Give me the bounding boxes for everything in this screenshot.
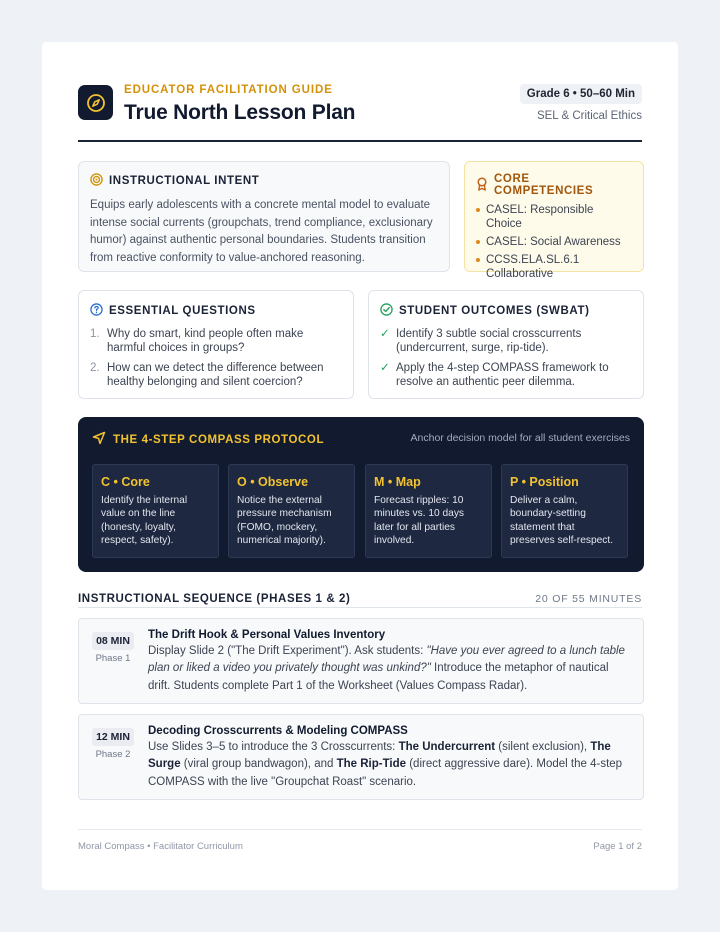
phase-text: Display Slide 2 ("The Drift Experiment"). Ask students: [148,645,427,657]
compass-step-observe [228,464,355,558]
phase-duration [90,631,136,664]
grade-duration-badge: Grade 6 • 50–60 Min [520,84,642,104]
compass-subheading: Anchor decision model for all student exercises [410,432,630,444]
question-number: 2. [90,362,100,374]
compass-logo-icon [78,85,113,120]
intent-heading-label: INSTRUCTIONAL INTENT [109,175,260,187]
phase-description [148,739,633,791]
sequence-title: INSTRUCTIONAL SEQUENCE (PHASES 1 & 2) [78,593,351,605]
outcomes-heading-label: STUDENT OUTCOMES (SWBAT) [399,305,590,317]
phase-text: (silent exclusion), [495,741,591,753]
instructional-intent-card [78,161,450,272]
phase-label: Phase 1 [95,653,131,664]
checkmark-icon: ✓ [380,328,390,340]
phase-quote: "Have you ever agreed to a lunch table plan or liked a video you privately thought was unkind?" [148,645,625,675]
list-item: CASEL: Responsible Choice [476,203,632,231]
list-item [90,327,342,355]
phase-text: (direct aggressive dare). Model the 4-step COMPASS with the live "Groupchat Roast" scenario. [148,758,623,788]
question-text: How can we detect the difference between healthy belonging and silent coercion? [107,362,324,388]
questions-heading-label: ESSENTIAL QUESTIONS [109,305,256,317]
list-item: CCSS.ELA.SL.6.1 Collaborative [476,253,632,281]
header-divider [78,140,642,142]
award-icon [476,177,488,194]
outcomes-list [380,327,632,389]
core-competencies-card [464,161,644,280]
phase-title: The Drift Hook & Personal Values Inventory [148,629,386,641]
questions-heading [90,303,342,319]
list-item [380,361,632,389]
phase-text: Use Slides 3–5 to introduce the 3 Crosscurrents: [148,741,399,753]
competencies-heading-label: CORE COMPETENCIES [494,173,594,197]
checkmark-icon: ✓ [380,362,390,374]
compass-step-position [501,464,628,558]
step-description: Notice the external pressure mechanism (FOMO, mockery, numerical majority). [237,495,332,547]
outcomes-heading [380,303,632,319]
phase-body [148,629,633,695]
phase-duration [90,727,136,760]
phase-description [148,643,633,695]
outcome-text: Apply the 4-step COMPASS framework to resolve an authentic peer dilemma. [396,362,609,388]
competencies-heading [476,173,632,197]
step-description: Identify the internal value on the line (honesty, loyalty, respect, safety). [101,495,188,547]
document-page [42,42,678,890]
phase-text: Introduce the metaphor of nautical drift. Students complete Part 1 of the Worksheet (Values Compass Radar). [148,662,609,692]
intent-heading [90,173,438,189]
sequence-time: 20 OF 55 MINUTES [535,593,642,605]
compass-step-map [365,464,492,558]
duration-badge: 08 MIN [92,632,134,650]
phase-term: The Surge [148,741,611,771]
sequence-header [78,590,642,608]
phase-title: Decoding Crosscurrents & Modeling COMPASS [148,725,408,737]
compass-protocol-panel [78,417,644,572]
phase-row-1 [78,618,644,704]
list-item: CASEL: Social Awareness [476,235,632,249]
phase-row-2 [78,714,644,800]
question-number: 1. [90,328,100,340]
document-title: True North Lesson Plan [124,101,356,124]
step-title: C • Core [101,475,150,489]
phase-term: The Rip-Tide [336,758,407,771]
check-circle-icon [380,303,393,319]
footer-divider [78,829,642,830]
compass-step-core [92,464,219,558]
sequence-divider [78,607,642,608]
question-text: Why do smart, kind people often make harmful choices in groups? [107,328,304,354]
student-outcomes-card [368,290,644,399]
phase-text: (viral group bandwagon), and [180,758,337,771]
compass-heading-label: THE 4-STEP COMPASS PROTOCOL [113,433,325,446]
phase-label: Phase 2 [95,749,131,760]
step-title: M • Map [374,475,421,489]
step-title: O • Observe [237,475,309,489]
list-item [380,327,632,355]
footer-left: Moral Compass • Facilitator Curriculum [78,841,243,852]
step-description: Deliver a calm, boundary-setting statement that preserves self-respect. [510,495,614,547]
outcome-text: Identify 3 subtle social crosscurrents (undercurrent, surge, rip-tide). [396,328,582,354]
phase-term: The Undercurrent [398,741,496,753]
list-item [90,361,342,389]
duration-badge: 12 MIN [92,728,134,746]
navigation-arrow-icon [92,431,106,448]
intent-body: Equips early adolescents with a concrete mental model to evaluate intense social currents (groupchats, trend compliance, exclusionary humor) against authentic personal boundaries. Students transition from reactive conformity to value-anchored reasoning. [90,199,433,264]
compass-heading [92,431,324,448]
phase-body [148,725,633,791]
essential-questions-card [78,290,354,399]
subject-label: SEL & Critical Ethics [536,110,642,122]
target-icon [90,173,103,189]
page-number: Page 1 of 2 [593,841,642,852]
document-header [78,84,642,142]
question-icon [90,303,103,319]
step-description: Forecast ripples: 10 minutes vs. 10 days later for all parties involved. [374,495,465,547]
questions-list [90,327,342,389]
competencies-list [476,203,632,281]
document-eyebrow: EDUCATOR FACILITATION GUIDE [124,84,333,96]
step-title: P • Position [510,475,579,489]
